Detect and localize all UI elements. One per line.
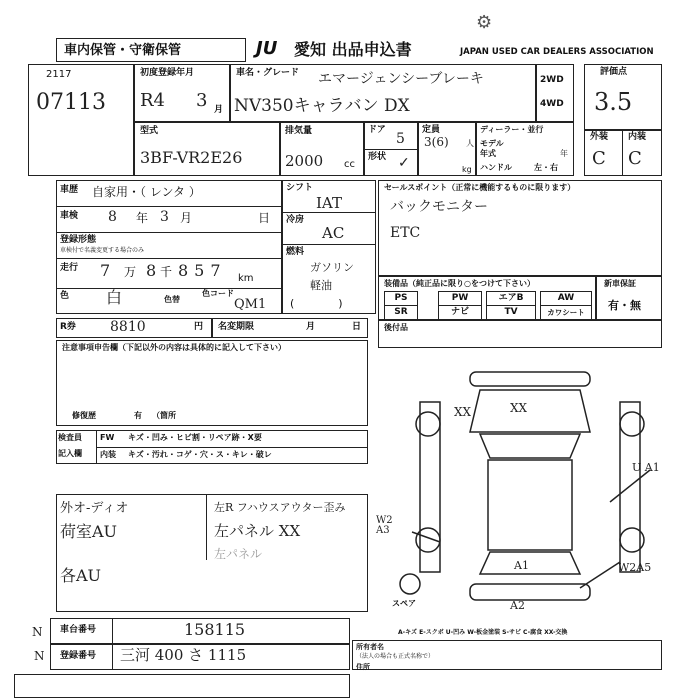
reg-form-label: 登録形態 [60, 235, 97, 245]
diagram-spare [400, 574, 420, 594]
shift-label: シフト [286, 183, 314, 193]
inspection-year: 8 [108, 209, 117, 225]
diagram-roof [488, 460, 572, 550]
car-diagram [380, 362, 680, 622]
checklist-label2: 記入欄 [58, 449, 82, 458]
aircon-label: 冷房 [286, 215, 305, 225]
diagram-mark-right: U A1 [632, 461, 660, 474]
grade-text: エマージェンシーブレーキ [318, 71, 484, 87]
sales-point-label: セールスポイント（正常に機能するものに限ります） [384, 183, 576, 192]
lot-number: 07113 [36, 90, 106, 115]
ext-label: 外装 [590, 132, 609, 142]
plate-label: 登録番号 [60, 651, 97, 661]
inspection-label: 車検 [60, 211, 79, 221]
dealer-label: ディーラー・並行 [480, 125, 544, 134]
remarks-line6: 左パネル [214, 547, 263, 561]
storage-label: 車内保管・守衛保管 [64, 43, 182, 58]
drive-2wd: 2WD [540, 75, 564, 85]
equip-pw: PW [438, 291, 482, 306]
new-car-label: 新車保証 [604, 279, 636, 288]
type-value: 3BF-VR2E26 [140, 148, 243, 167]
mileage-sen-unit: 千 [160, 265, 173, 279]
capacity-label: 定員 [422, 125, 441, 135]
plate-prefix: N [34, 649, 45, 663]
type-label: 型式 [140, 126, 159, 136]
stamp-mark: ⚙ [476, 12, 493, 33]
mileage-rest: 857 [178, 261, 227, 280]
color-label: 色 [60, 291, 70, 301]
weight-unit: kg [462, 165, 472, 174]
first-reg-month-unit: 月 [214, 105, 224, 115]
displacement-label: 排気量 [285, 126, 313, 136]
drive-4wd: 4WD [540, 99, 564, 109]
later-items-box [378, 320, 662, 348]
repair-location: （箇所 [152, 411, 176, 420]
mileage-man: 7 [100, 261, 111, 280]
spare-label: スペア [392, 599, 416, 608]
int-label: 内装 [628, 132, 647, 142]
chassis-label: 車台番号 [60, 625, 97, 635]
door-label: ドア [368, 125, 386, 135]
mileage-label: 走行 [60, 263, 79, 273]
first-reg-month: 3 [196, 90, 208, 111]
warranty-value: 有・無 [608, 299, 641, 312]
remarks-line3: 各AU [60, 566, 102, 585]
fuel-value: ガソリン [310, 261, 354, 274]
reg-form-sub: 車検付で名義変更する場合のみ [60, 247, 145, 254]
checklist-label1: 検査員 [58, 433, 82, 442]
form-title: 愛知 出品申込書 [294, 40, 412, 59]
name-grade-label: 車名・グレード [236, 68, 300, 78]
side-mark: N [32, 625, 43, 639]
diagram-front-bumper [470, 372, 590, 386]
drive-cell [536, 64, 574, 122]
diagram-mark-rear2: A2 [510, 599, 525, 612]
usage-value: 自家用・（ レンタ ） [92, 185, 201, 199]
first-reg-era: R4 [140, 90, 166, 111]
aircon-value: AC [322, 224, 345, 242]
lot-small: 2117 [46, 69, 72, 80]
damage-legend: A-キズ E-スクボ U-凹み W-板金塗装 S-サビ C-腐食 XX-交換 [398, 629, 568, 636]
repair-label: 修復歴 [72, 411, 96, 420]
year-unit: 年 [560, 149, 568, 158]
recycle-unit: 円 [194, 322, 204, 332]
equip-sr: SR [384, 305, 418, 320]
sales-point-line1: バックモニター [390, 199, 488, 215]
equip-aw: AW [540, 291, 592, 306]
equip-ps: PS [384, 291, 418, 306]
recycle-value: 8810 [110, 319, 146, 335]
equip-navi: ナビ [438, 305, 482, 320]
name-limit-day: 日 [352, 322, 362, 332]
shift-value: IAT [316, 194, 342, 212]
ext-value: C [592, 148, 606, 169]
inspection-month: 3 [160, 209, 169, 225]
usage-label: 車歴 [60, 185, 79, 195]
diagram-right-side [620, 402, 640, 572]
model-text: NV350キャラバン DX [234, 96, 410, 116]
chassis-value: 158115 [184, 620, 246, 639]
inspection-day-unit: 日 [258, 211, 271, 225]
bottom-strip [14, 674, 350, 698]
handle-label: ハンドル [480, 163, 512, 172]
mileage-man-unit: 万 [124, 265, 137, 279]
diagram-mark-rear-right: W2A5 [618, 561, 652, 574]
diagram-hood [470, 390, 590, 432]
equip-airbag: エアB [486, 291, 536, 306]
notes-label: 注意事項申告欄（下記以外の内容は具体的に記入して下さい） [62, 343, 286, 352]
shape-label: 形状 [368, 152, 387, 162]
diagram-mark-front-left: XX [454, 405, 472, 419]
address-label: 住所 [356, 663, 370, 671]
displacement-unit: cc [344, 159, 355, 170]
diagram-mark-rear: A1 [514, 559, 529, 572]
name-limit-label: 名変期限 [218, 322, 255, 332]
tone-label: 色替 [164, 295, 180, 304]
checklist-row1: キズ・凹み・ヒビ割・リペア跡・X要 [128, 433, 262, 442]
owner-label: 所有者名 [356, 643, 384, 651]
int-value: C [628, 148, 642, 169]
remarks-line2: 荷室AU [60, 522, 118, 541]
mileage-unit: km [238, 273, 254, 284]
year-label: 年式 [480, 149, 496, 158]
diagram-mark-front: XX [510, 401, 528, 415]
notes-box [56, 340, 368, 426]
name-limit-month: 月 [306, 322, 316, 332]
diagram-leader-rear [580, 562, 620, 588]
checklist-row2-label: 内装 [100, 450, 116, 459]
recycle-label: R券 [60, 322, 76, 332]
inspection-year-unit: 年 [136, 211, 149, 225]
owner-sub: （法人の場合も正式名称で） [356, 653, 435, 660]
shape-mark: ✓ [398, 155, 410, 171]
capacity-unit: 人 [466, 139, 474, 148]
displacement-value: 2000 [285, 152, 324, 170]
fuel-light-oil: 軽油 [310, 279, 332, 292]
score-label: 評価点 [600, 67, 628, 77]
fuel-paren: ( ) [290, 297, 343, 310]
remarks-line4: 左R フハウスアウター歪み [214, 501, 346, 514]
color-value: 白 [106, 288, 123, 307]
diagram-left-side [420, 402, 440, 572]
code-value: QM1 [234, 297, 267, 312]
lot-box [28, 64, 134, 176]
fuel-label: 燃料 [286, 247, 305, 257]
checklist-row2: キズ・汚れ・コゲ・穴・ス・キレ・破レ [128, 450, 272, 459]
later-items-label: 後付品 [384, 323, 408, 332]
repair-value: 有 [134, 411, 142, 420]
sales-point-line2: ETC [390, 225, 421, 241]
inspection-month-unit: 月 [180, 211, 193, 225]
door-value: 5 [396, 131, 405, 147]
remarks-line5: 左パネル XX [214, 522, 301, 540]
handle-value: 左・右 [534, 163, 558, 172]
diagram-rear-bumper [470, 584, 590, 600]
mileage-sen: 8 [146, 261, 157, 280]
diagram-leader-right [610, 470, 650, 502]
diagram-windshield [480, 434, 580, 458]
diagram-mark-left: W2 A3 [376, 515, 393, 536]
code-label: 色コード [202, 289, 234, 298]
checklist-row1-label: FW [100, 433, 115, 442]
equip-tv: TV [486, 305, 536, 320]
capacity-value: 3(6) [424, 135, 449, 149]
remarks-line1: 外オ-ディオ [60, 501, 129, 516]
score-value: 3.5 [594, 88, 633, 116]
equipment-label: 装備品（純正品に限り○をつけて下さい） [384, 279, 535, 288]
model-label: モデル [480, 139, 504, 148]
first-reg-label: 初度登録年月 [140, 68, 195, 78]
diagram-rear-window [480, 552, 580, 574]
plate-value: 三河 400 さ 1115 [120, 646, 247, 664]
ju-logo: JU [256, 38, 278, 59]
association-name: JAPAN USED CAR DEALERS ASSOCIATION [460, 47, 654, 57]
sales-point-box [378, 180, 662, 276]
equip-seat: カワシート [540, 305, 592, 320]
